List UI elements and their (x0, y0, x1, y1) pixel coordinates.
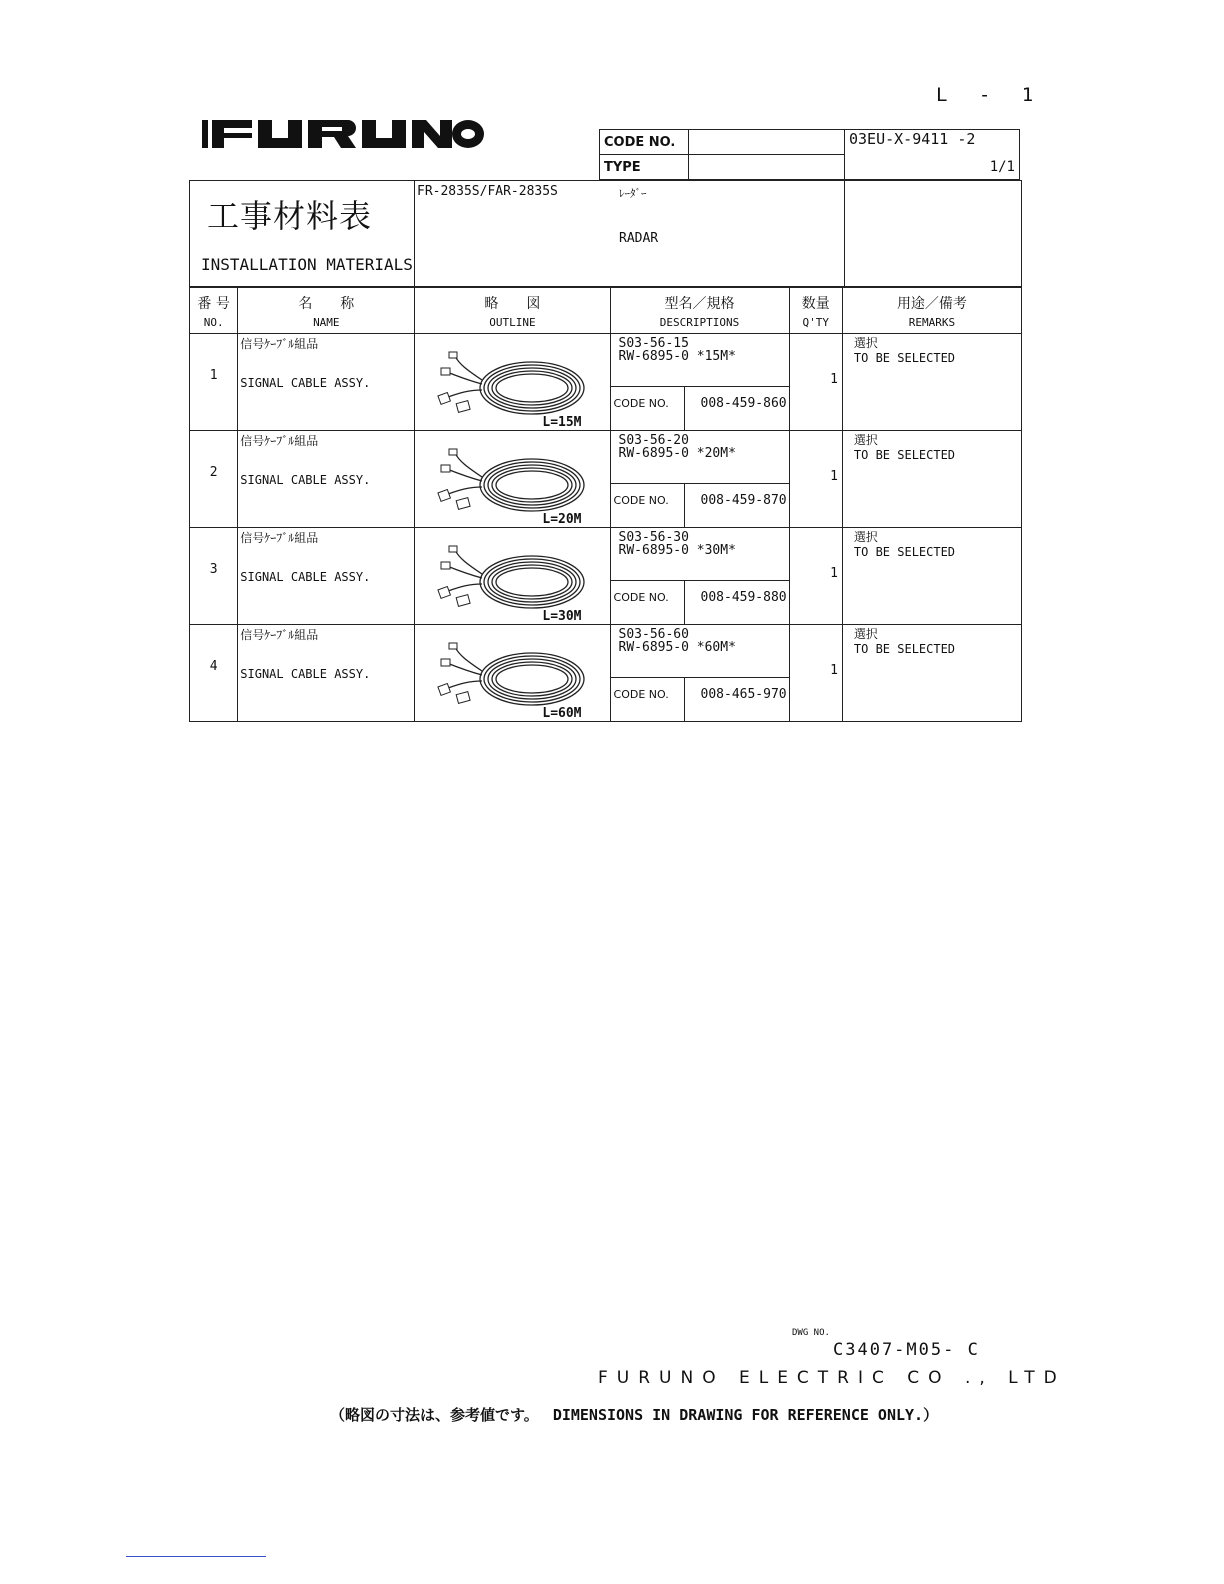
desc-divider (611, 580, 789, 581)
desc-vertical-divider (684, 677, 685, 721)
item-no-cell (190, 431, 238, 528)
remark-japanese: 選択 (853, 627, 878, 641)
table-row (190, 528, 1022, 625)
reference-note (330, 1404, 938, 1425)
item-name-english: SIGNAL CABLE ASSY. (240, 570, 371, 584)
note-japanese: （略図の寸法は、参考値です。 (330, 1406, 539, 1424)
code-no-label: CODE NO. (613, 591, 669, 604)
link-underline (126, 1556, 266, 1557)
item-quantity: 1 (830, 566, 838, 581)
remark-english: TO BE SELECTED (853, 448, 956, 462)
drawing-number: C3407-M05- C (833, 1340, 980, 1360)
item-quantity: 1 (830, 663, 838, 678)
code-no-label: CODE NO. (613, 494, 669, 507)
desc-vertical-divider (684, 580, 685, 624)
type-cell (415, 181, 845, 287)
code-no-label: CODE NO. (613, 397, 669, 410)
company-name: FURUNO ELECTRIC CO ., LTD (598, 1368, 1066, 1388)
part-number: S03-56-30 RW-6895-0 *30M* (618, 530, 736, 558)
sheet-number: 1/1 (845, 155, 1020, 180)
item-qty-cell (789, 528, 842, 625)
item-no-cell (190, 334, 238, 431)
item-name-cell (238, 625, 415, 722)
code-number: 008-459-870 (700, 493, 787, 508)
item-description-cell (610, 528, 789, 625)
code-box (599, 129, 1020, 180)
type-label: TYPE (600, 155, 689, 180)
remark-english: TO BE SELECTED (853, 642, 956, 656)
remark-japanese: 選択 (853, 336, 878, 350)
item-qty-cell (789, 625, 842, 722)
table-row (190, 625, 1022, 722)
code-no-value: 03EU-X-9411 -2 (845, 130, 1020, 155)
item-description-cell (610, 334, 789, 431)
part-number: S03-56-20 RW-6895-0 *20M* (618, 433, 736, 461)
item-remarks-cell (842, 528, 1021, 625)
item-number: 1 (209, 368, 218, 383)
item-remarks-cell (842, 625, 1021, 722)
part-number: S03-56-15 RW-6895-0 *15M* (618, 336, 736, 364)
item-description-cell (610, 625, 789, 722)
remark-japanese: 選択 (853, 433, 878, 447)
item-name-cell (238, 431, 415, 528)
furuno-logo (202, 120, 484, 148)
page-number: L - 1 (936, 84, 1044, 106)
cable-coil-icon (437, 641, 587, 711)
model-number: FR-2835S/FAR-2835S (417, 184, 558, 199)
code-number: 008-465-970 (700, 687, 787, 702)
code-number: 008-459-880 (700, 590, 787, 605)
item-number: 2 (209, 465, 218, 480)
item-name-cell (238, 334, 415, 431)
item-remarks-cell (842, 334, 1021, 431)
item-name-japanese: 信号ｹｰﾌﾞﾙ組品 (240, 337, 319, 351)
cable-length: L=20M (542, 512, 582, 527)
cable-coil-icon (437, 350, 587, 420)
equipment-kana: ﾚｰﾀﾞｰ (619, 187, 647, 200)
item-description-cell (610, 431, 789, 528)
table-row (190, 334, 1022, 431)
cable-length: L=30M (542, 609, 582, 624)
cable-length: L=60M (542, 706, 582, 721)
code-no-label: CODE NO. (600, 130, 689, 155)
item-name-english: SIGNAL CABLE ASSY. (240, 376, 371, 390)
title-english: INSTALLATION MATERIALS (201, 255, 413, 274)
item-name-cell (238, 528, 415, 625)
code-number: 008-459-860 (700, 396, 787, 411)
cable-coil-icon (437, 544, 587, 614)
part-number: S03-56-60 RW-6895-0 *60M* (618, 627, 736, 655)
note-english: DIMENSIONS IN DRAWING FOR REFERENCE ONLY.） (552, 1406, 939, 1424)
col-remarks: 用途／備考 REMARKS (842, 288, 1021, 334)
item-name-japanese: 信号ｹｰﾌﾞﾙ組品 (240, 531, 319, 545)
col-no: 番 号 NO. (190, 288, 238, 334)
item-qty-cell (789, 431, 842, 528)
item-quantity: 1 (830, 372, 838, 387)
item-no-cell (190, 625, 238, 722)
item-name-japanese: 信号ｹｰﾌﾞﾙ組品 (240, 434, 319, 448)
title-block (189, 180, 1022, 287)
item-name-japanese: 信号ｹｰﾌﾞﾙ組品 (240, 628, 319, 642)
remark-english: TO BE SELECTED (853, 545, 956, 559)
item-number: 3 (209, 562, 218, 577)
cable-length: L=15M (542, 415, 582, 430)
col-name: 名 称 NAME (238, 288, 415, 334)
desc-vertical-divider (684, 386, 685, 430)
item-remarks-cell (842, 431, 1021, 528)
desc-divider (611, 483, 789, 484)
item-number: 4 (209, 659, 218, 674)
type-blank (689, 155, 845, 180)
item-outline-cell (415, 528, 610, 625)
remark-japanese: 選択 (853, 530, 878, 544)
table-row (190, 431, 1022, 528)
table-header (190, 288, 1022, 334)
title-cell (190, 181, 415, 287)
code-no-blank (689, 130, 845, 155)
title-japanese: 工事材料表 (207, 197, 373, 235)
cable-coil-icon (437, 447, 587, 517)
item-name-english: SIGNAL CABLE ASSY. (240, 473, 371, 487)
item-qty-cell (789, 334, 842, 431)
col-qty: 数量 Q'TY (789, 288, 842, 334)
col-descriptions: 型名／規格 DESCRIPTIONS (610, 288, 789, 334)
equipment-name: RADAR (619, 231, 659, 246)
code-no-label: CODE NO. (613, 688, 669, 701)
desc-vertical-divider (684, 483, 685, 527)
item-no-cell (190, 528, 238, 625)
dwg-label: DWG NO. (792, 1328, 830, 1338)
item-outline-cell (415, 334, 610, 431)
desc-divider (611, 677, 789, 678)
materials-table (189, 287, 1022, 722)
title-blank-cell (845, 181, 1022, 287)
item-quantity: 1 (830, 469, 838, 484)
item-outline-cell (415, 431, 610, 528)
item-outline-cell (415, 625, 610, 722)
remark-english: TO BE SELECTED (853, 351, 956, 365)
item-name-english: SIGNAL CABLE ASSY. (240, 667, 371, 681)
col-outline: 略 図 OUTLINE (415, 288, 610, 334)
desc-divider (611, 386, 789, 387)
